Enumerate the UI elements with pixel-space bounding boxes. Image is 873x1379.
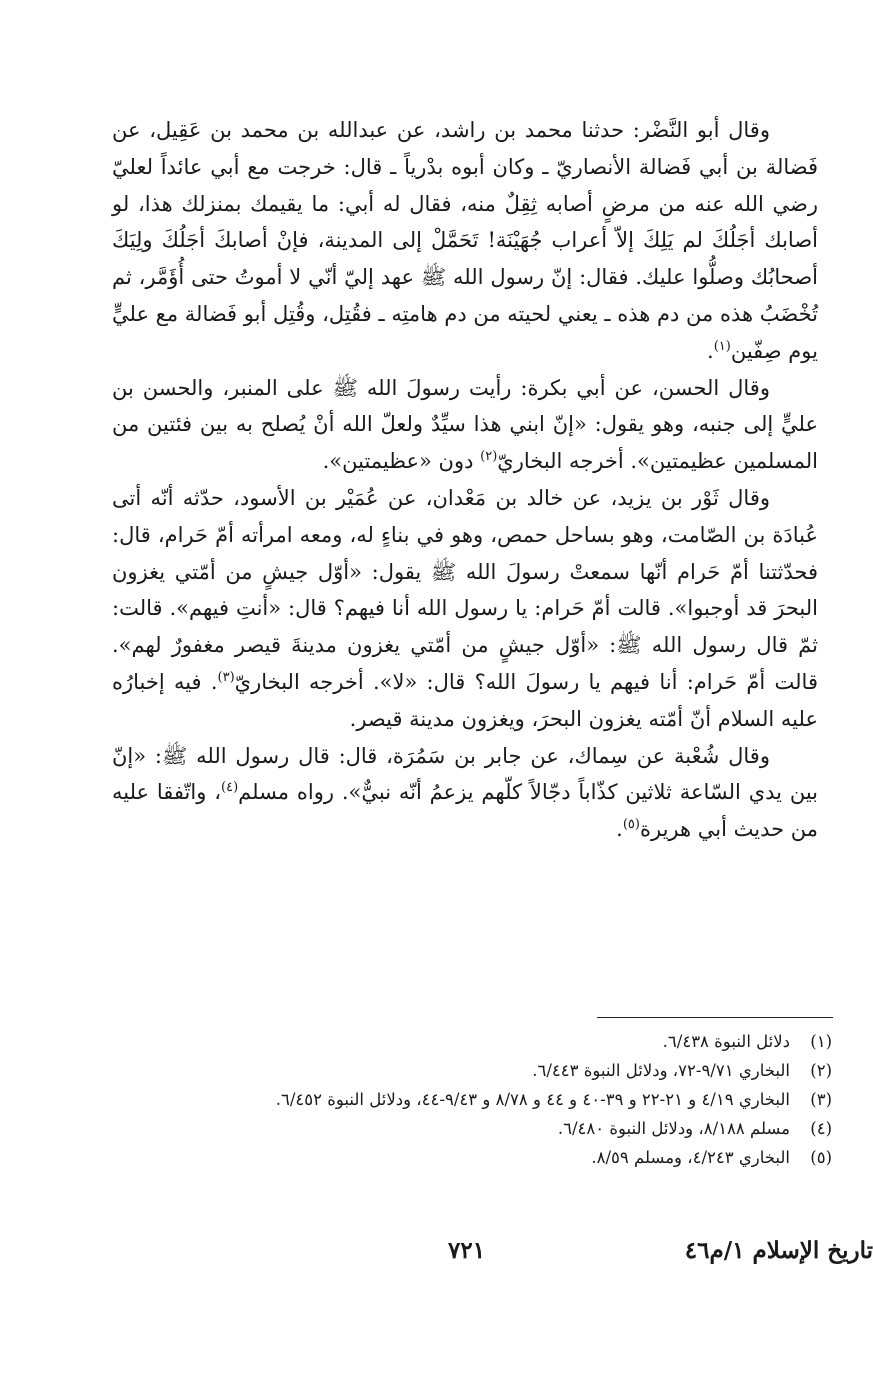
footnote-marker: (٥) [622, 817, 640, 833]
paragraph: وقال الحسن، عن أبي بكرة: رأيت رسولَ الله ﷺ على المنبر، والحسن بن عليٍّ إلى جنبه، وهو يقول: «إنّ ابني هذا سيِّدٌ ولعلّ الله أنْ يُصلح به بين فئتين من المسلمين عظيمتين». أخرجه البخاريّ$^{(٢)}$ دون «عظيمتين». [112, 375, 818, 474]
paragraph: وقال شُعْبة عن سِماك، عن جابر بن سَمُرَة، قال: قال رسول الله ﷺ: «إنّ بين يدي السّاعة ثلاثين كذّاباً دجّالاً كلّهم يزعمُ أنّه نبيٌّ». رواه مسلم$^{(٤)}$، واتّفقا عليه من حديث أبي هريرة$^{(٥)}$. [112, 743, 819, 842]
footnote-number: (١) [810, 1032, 832, 1051]
paragraph: وقال أبو النَّضْر: حدثنا محمد بن راشد، عن عبدالله بن محمد بن عَقِيل، عن فَضالة بن أبي فَضالة الأنصاريّ ـ وكان أبوه بدْرياً ـ قال: خرجت مع أبي عائداً لعليّ رضي الله عنه من مرضٍ أصابه ثِقِلٌ منه، فقال له أبي: ما يقيمك بمنزلك هذا، لو أصابك أجَلُكَ لم يَلِكَ إلاّ أعراب جُهَيْنَة! تَحَمَّلْ إلى المدينة، فإنْ أصابكَ أجَلُكَ ولِيَكَ أصحابُك وصلُّوا عليك. فقال: إنّ رسول الله ﷺ عهد إليّ أنّي لا أموتُ حتى أُؤَمَّر، ثم تُخْضَبُ هذه من دم هذه ـ يعني لحيته من دم هامتِه ـ فقُتِل، وقُتِل أبو فَضالة مع عليٍّ يوم صِفّين$^{(١)}$. [112, 118, 818, 363]
footnote-marker: (٣) [217, 669, 235, 685]
footnote-number: (٤) [810, 1119, 832, 1138]
footnote-marker: (١) [713, 338, 731, 354]
footnote-text: مسلم ٨/١٨٨، ودلائل النبوة ٦/٤٨٠. [557, 1119, 790, 1138]
footnote [112, 1027, 832, 1056]
main-text [112, 112, 818, 848]
footnotes [112, 1027, 832, 1172]
footnote [112, 1085, 832, 1114]
footnote-text: دلائل النبوة ٦/٤٣٨. [662, 1032, 790, 1051]
footnote-separator [597, 1017, 833, 1018]
book-signature: تاريخ الإسلام ١/م٤٦ [684, 1237, 873, 1264]
footnote-marker: (٤) [221, 780, 239, 796]
footnote-text: البخاري ٩/٧١-٧٢، ودلائل النبوة ٦/٤٤٣. [532, 1061, 790, 1080]
footnote-number: (٥) [810, 1148, 832, 1167]
footnote [112, 1143, 832, 1172]
footnote [112, 1114, 832, 1143]
footnote-number: (٢) [810, 1061, 832, 1080]
footnote-text: البخاري ٤/٢٤٣، ومسلم ٨/٥٩. [591, 1148, 790, 1167]
footnote-text: البخاري ٤/١٩ و ٢١-٢٢ و ٣٩-٤٠ و ٤٤ و ٨/٧٨ و ٩/٤٣-٤٤، ودلائل النبوة ٦/٤٥٢. [275, 1090, 790, 1109]
page-footer [0, 1237, 873, 1277]
footnote-marker: (٢) [480, 449, 498, 465]
page-number: ٧٢١ [448, 1237, 486, 1264]
paragraph: وقال ثَوْر بن يزيد، عن خالد بن مَعْدان، عن عُمَيْر بن الأسود، حدّثه أنّه أتى عُبادَة بن الصّامت، وهو بساحل حمص، وهو في بناءٍ له، ومعه امرأته أمّ حَرام، قال: فحدّثتنا أمّ حَرام أنّها سمعتْ رسولَ الله ﷺ يقول: «أوّل جيشٍ من أمّتي يغزون البحرَ قد أوجبوا». قالت أمّ حَرام: يا رسول الله أنا فيهم؟ قال: «أنتِ فيهم». قالت: ثمّ قال رسول الله ﷺ: «أوّل جيشٍ من أمّتي يغزون مدينةَ قيصر مغفورٌ لهم». قالت أمّ حَرام: أنا فيهم يا رسولَ الله؟ قال: «لا». أخرجه البخاريّ$^{(٣)}$. فيه إخبارُه عليه السلام أنّ أمّته يغزون البحرَ، ويغزون مدينة قيصر. [112, 485, 818, 731]
footnote [112, 1056, 832, 1085]
footnote-number: (٣) [810, 1090, 832, 1109]
